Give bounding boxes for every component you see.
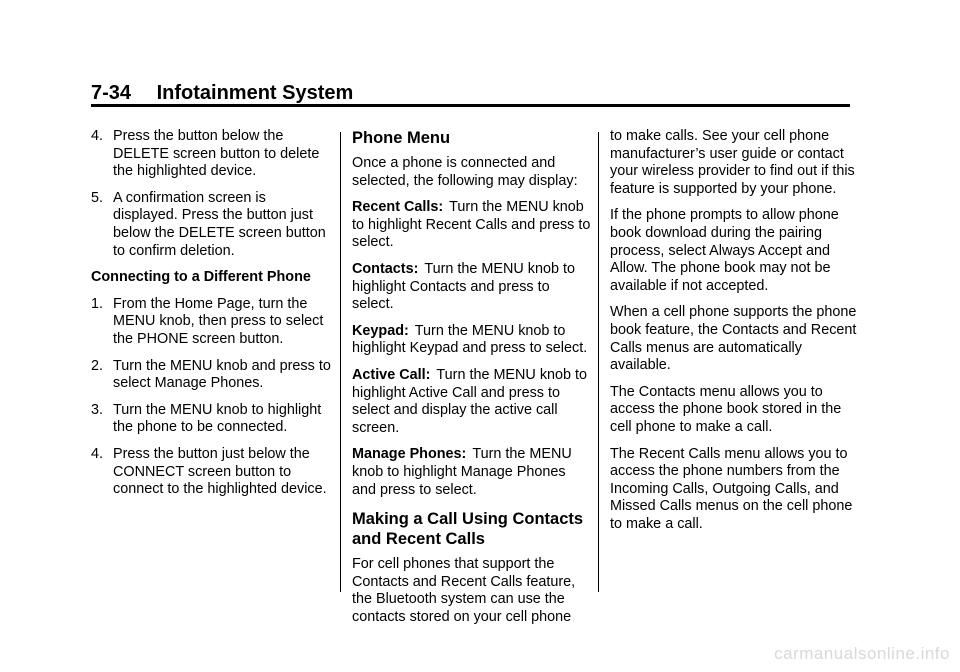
term-entry: Keypad: Turn the MENU knob to highlight Keypad and press to select. <box>352 322 588 357</box>
page-header <box>91 82 353 105</box>
column-3 <box>610 128 860 542</box>
paragraph: The Contacts menu allows you to access the phone book stored in the cell phone to make a call. <box>610 383 842 435</box>
page-number: 7-34 <box>91 82 132 104</box>
term-entry: Contacts: Turn the MENU knob to highlight Contacts and press to select. <box>352 260 576 313</box>
section-heading: Making a Call Using Contacts and Recent Calls <box>352 510 584 549</box>
column-2 <box>352 128 592 635</box>
paragraph: When a cell phone supports the phone book feature, the Contacts and Recent Calls menus are automatically available. <box>610 304 857 374</box>
column-divider-2 <box>598 132 599 592</box>
list-item: 5. A confirmation screen is displayed. Press the button just below the DELETE screen button to confirm deletion. <box>91 189 326 259</box>
list-item: 2. Turn the MENU knob and press to select Manage Phones. <box>91 357 331 392</box>
paragraph: to make calls. See your cell phone manufacturer’s user guide or contact your wireless provider to find out if this feature is supported by your phone. <box>610 128 855 197</box>
subheading: Connecting to a Different Phone <box>91 269 311 286</box>
list-item: 4. Press the button just below the CONNECT screen button to connect to the highlighted device. <box>91 445 327 498</box>
section-heading: Phone Menu <box>352 129 451 147</box>
watermark: carmanualsonline.info <box>774 644 950 663</box>
header-rule <box>91 104 850 107</box>
paragraph: If the phone prompts to allow phone book download during the pairing process, select Always Accept and Allow. The phone book may not be available if not accepted. <box>610 207 839 294</box>
paragraph: Once a phone is connected and selected, the following may display: <box>352 155 578 189</box>
paragraph: For cell phones that support the Contacts and Recent Calls feature, the Bluetooth system can use the contacts stored on your cell phone <box>352 556 576 625</box>
list-item: 1. From the Home Page, turn the MENU knob, then press to select the PHONE screen button. <box>91 295 324 347</box>
term-entry: Active Call: Turn the MENU knob to highlight Active Call and press to select and display the active call screen. <box>352 366 588 436</box>
column-divider-1 <box>340 132 341 592</box>
chapter-title: Infotainment System <box>156 82 354 104</box>
paragraph: The Recent Calls menu allows you to access the phone numbers from the Incoming Calls, Outgoing Calls, and Missed Calls menus on the cell phone to make a call. <box>610 445 853 532</box>
column-1 <box>91 128 331 508</box>
list-item: 3. Turn the MENU knob to highlight the phone to be connected. <box>91 401 322 436</box>
list-item: 4. Press the button below the DELETE screen button to delete the highlighted device. <box>91 128 320 180</box>
term-entry: Recent Calls: Turn the MENU knob to highlight Recent Calls and press to select. <box>352 199 591 251</box>
term-entry: Manage Phones: Turn the MENU knob to highlight Manage Phones and press to select. <box>352 446 572 498</box>
